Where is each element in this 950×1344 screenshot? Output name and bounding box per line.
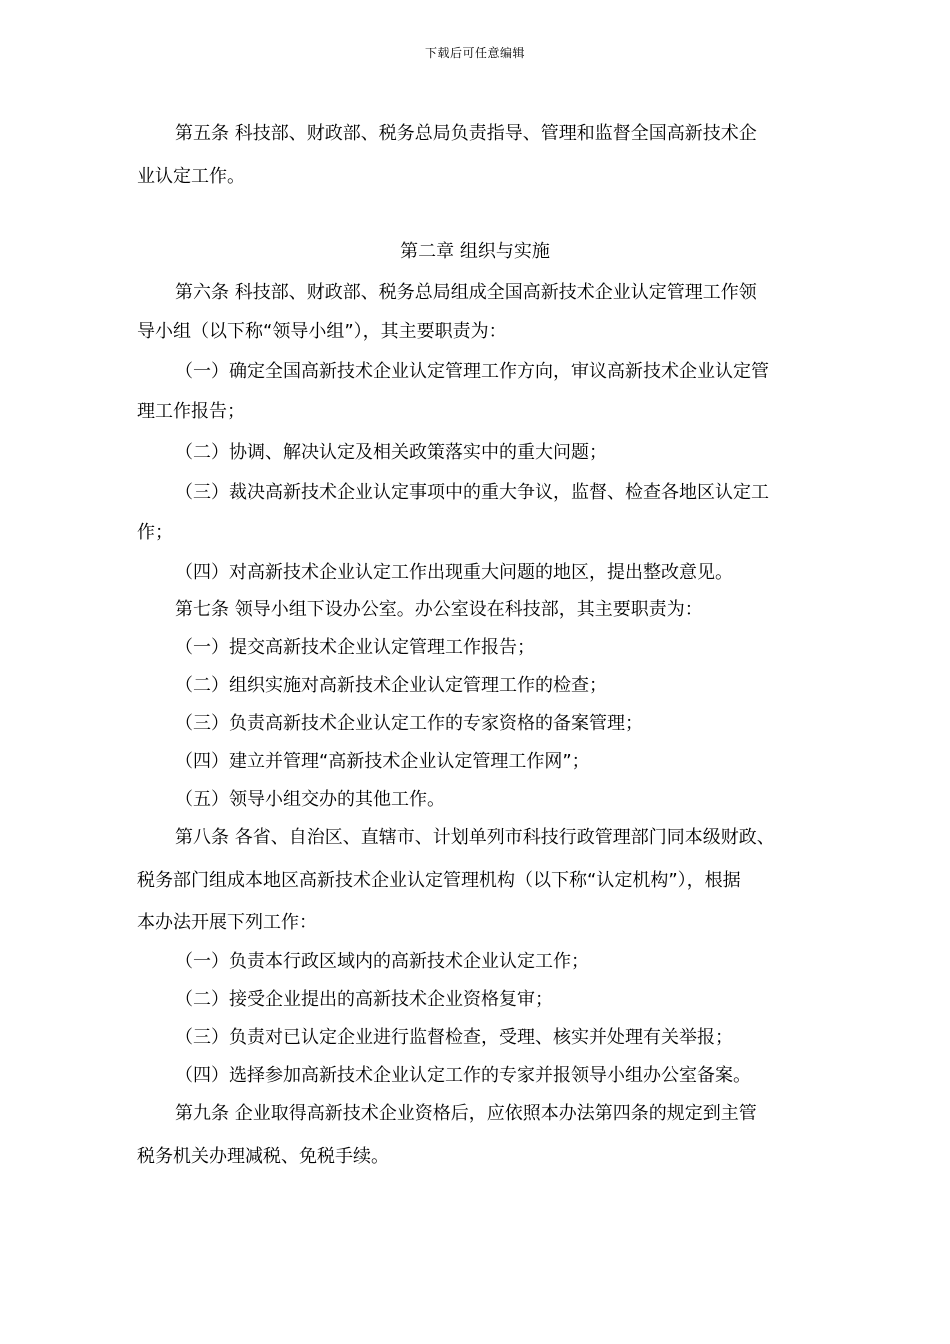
chapter-heading: 第二章 组织与实施 [400, 241, 550, 262]
article-5-line-1: 第五条 科技部、财政部、税务总局负责指导、管理和监督全国高新技术企 [175, 123, 757, 144]
article-9-line-2: 税务机关办理减税、免税手续。 [137, 1146, 389, 1167]
article-6-item-4: （四）对高新技术企业认定工作出现重大问题的地区，提出整改意见。 [175, 562, 733, 583]
page-header: 下载后可任意编辑 [424, 46, 525, 60]
article-7-item-4: （四）建立并管理“高新技术企业认定管理工作网”； [175, 751, 590, 772]
article-6-line-1: 第六条 科技部、财政部、税务总局组成全国高新技术企业认定管理工作领 [175, 282, 757, 303]
article-6-item-3-line-2: 作； [137, 522, 173, 543]
article-7-line-1: 第七条 领导小组下设办公室。办公室设在科技部，其主要职责为： [175, 599, 703, 620]
article-8-line-3: 本办法开展下列工作： [137, 912, 317, 933]
article-7-item-2: （二）组织实施对高新技术企业认定管理工作的检查； [175, 675, 607, 696]
article-8-item-1: （一）负责本行政区域内的高新技术企业认定工作； [175, 951, 589, 972]
article-8-item-3: （三）负责对已认定企业进行监督检查，受理、核实并处理有关举报； [175, 1027, 733, 1048]
article-6-item-1-line-1: （一）确定全国高新技术企业认定管理工作方向，审议高新技术企业认定管 [175, 361, 769, 382]
article-8-line-1: 第八条 各省、自治区、直辖市、计划单列市科技行政管理部门同本级财政、 [175, 827, 775, 848]
article-9-line-1: 第九条 企业取得高新技术企业资格后，应依照本办法第四条的规定到主管 [175, 1103, 757, 1124]
article-6-line-2: 导小组（以下称“领导小组”），其主要职责为： [137, 321, 507, 342]
article-6-item-3-line-1: （三）裁决高新技术企业认定事项中的重大争议，监督、检查各地区认定工 [175, 482, 769, 503]
article-8-line-2: 税务部门组成本地区高新技术企业认定管理机构（以下称“认定机构”），根据 [137, 870, 741, 891]
article-6-item-2: （二）协调、解决认定及相关政策落实中的重大问题； [175, 442, 607, 463]
article-8-item-4: （四）选择参加高新技术企业认定工作的专家并报领导小组办公室备案。 [175, 1065, 751, 1086]
article-7-item-1: （一）提交高新技术企业认定管理工作报告； [175, 637, 535, 658]
article-5-line-2: 业认定工作。 [137, 166, 245, 187]
article-8-item-2: （二）接受企业提出的高新技术企业资格复审； [175, 989, 553, 1010]
article-6-item-1-line-2: 理工作报告； [137, 401, 245, 422]
article-7-item-5: （五）领导小组交办的其他工作。 [175, 789, 445, 810]
article-7-item-3: （三）负责高新技术企业认定工作的专家资格的备案管理； [175, 713, 643, 734]
